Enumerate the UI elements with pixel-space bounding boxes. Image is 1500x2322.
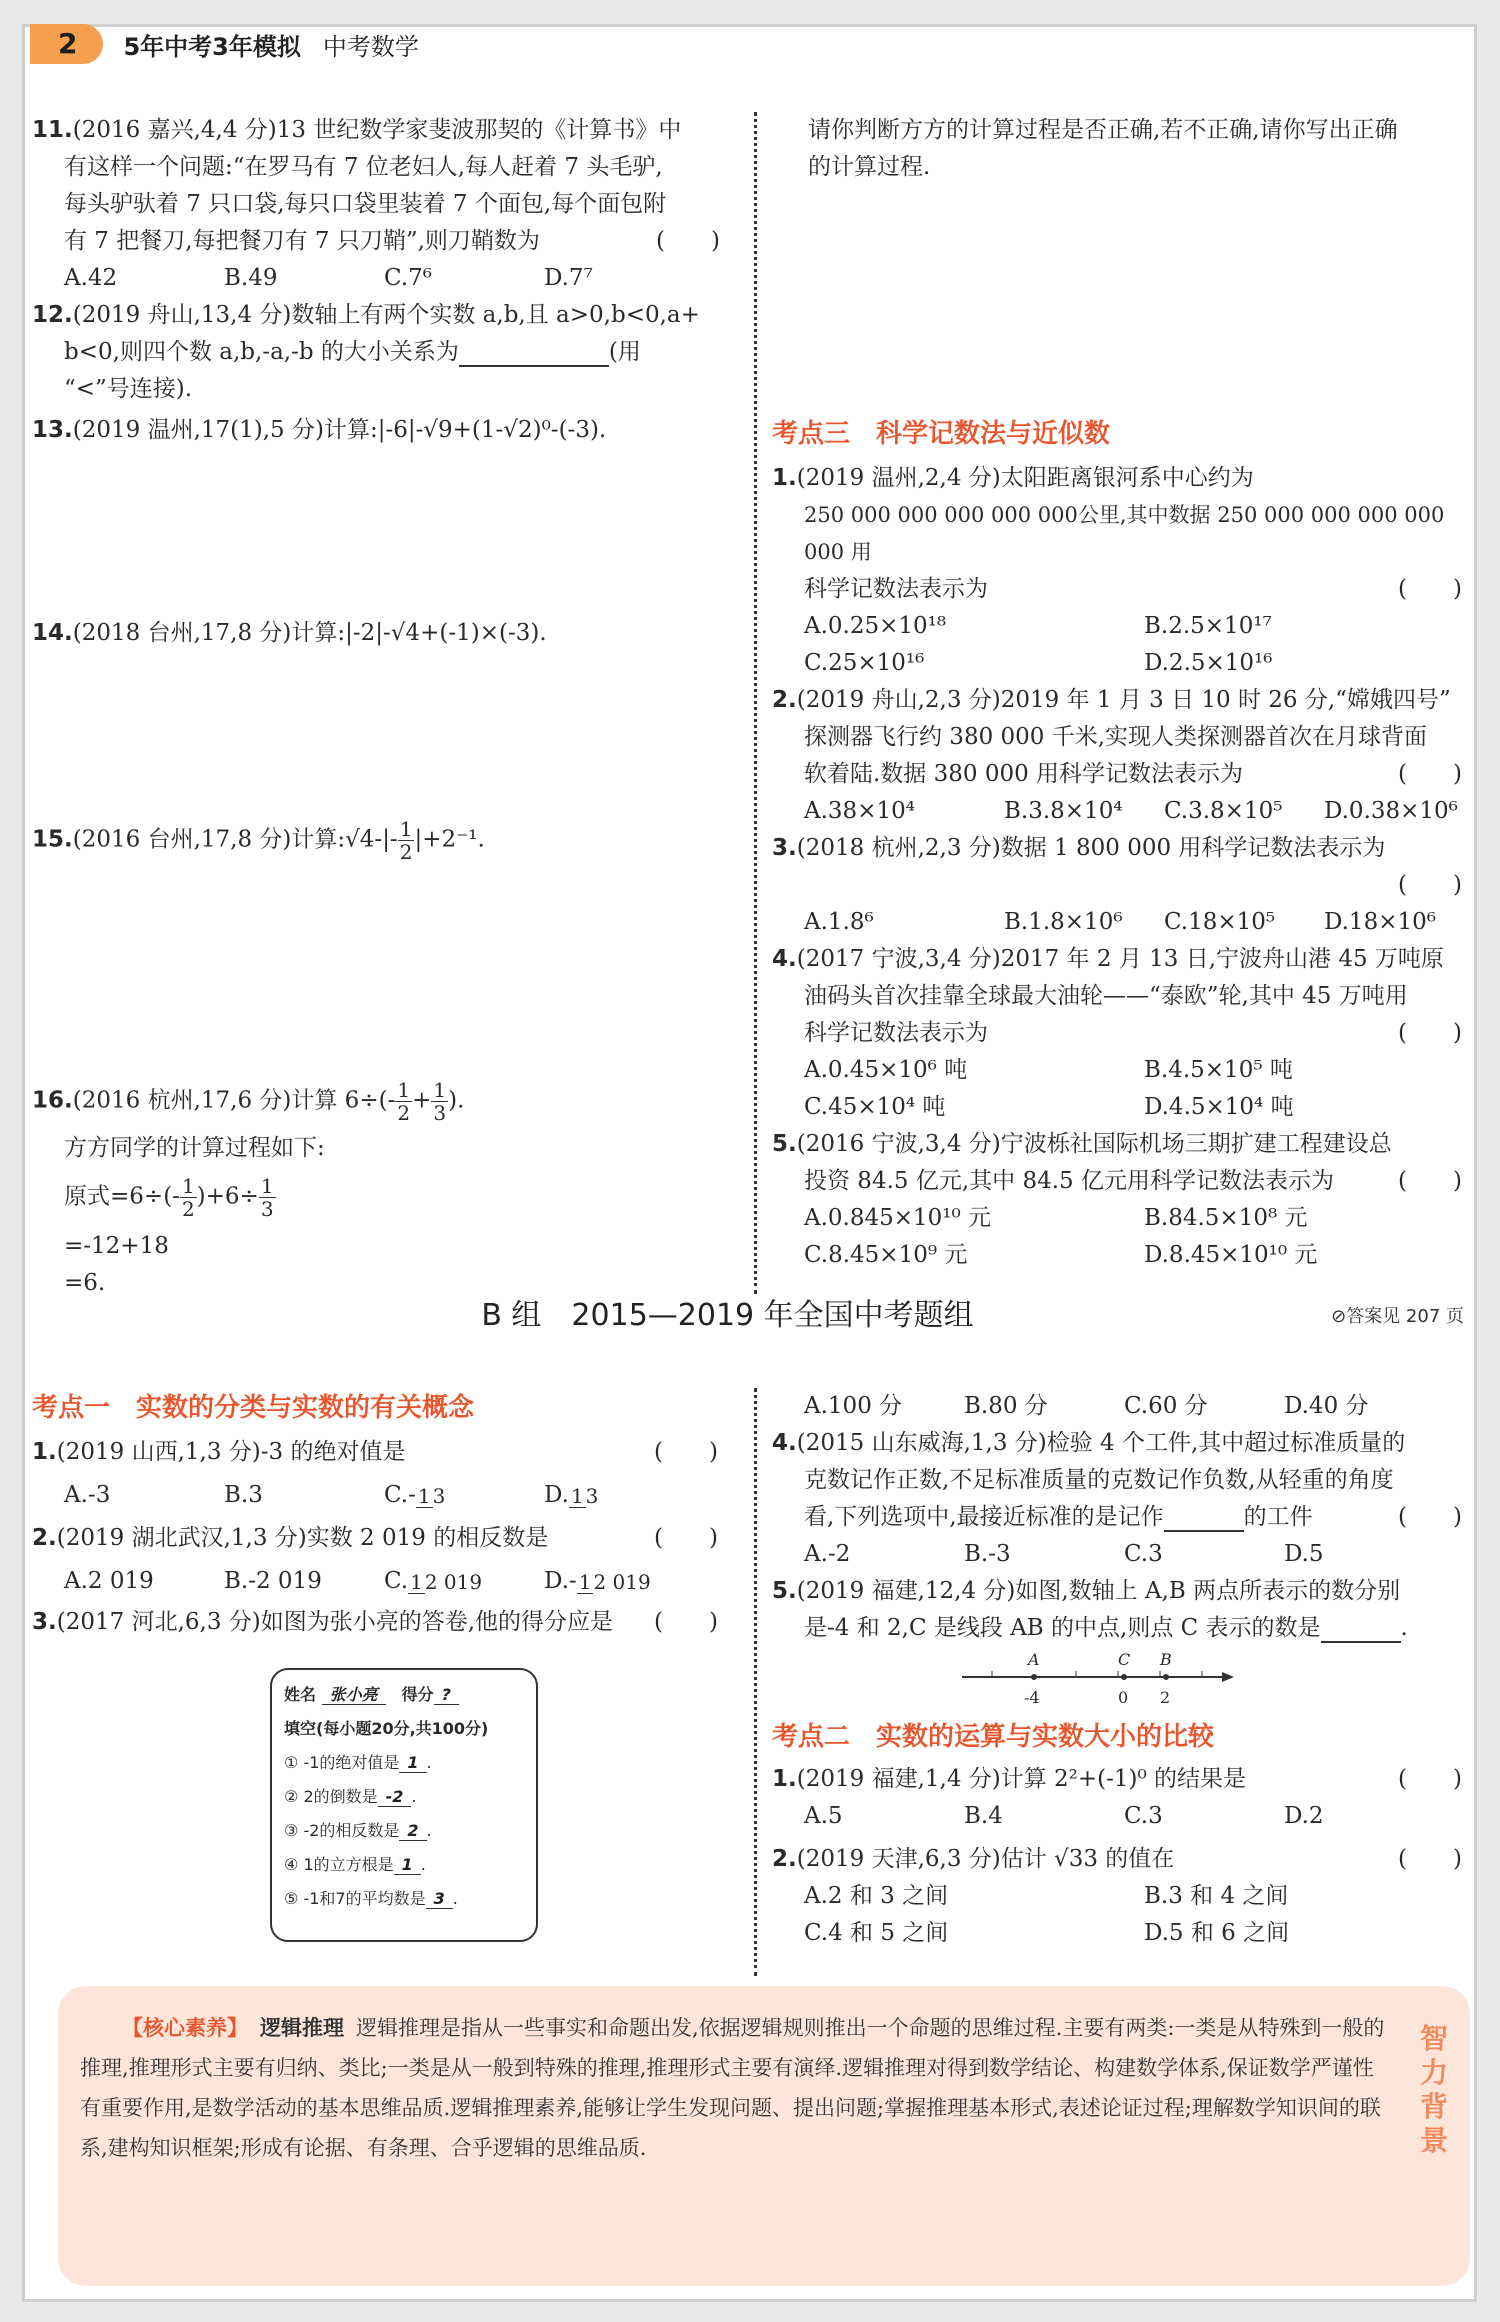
question-number: 16. <box>32 1087 73 1114</box>
core-literacy-box <box>58 1986 1470 2286</box>
question-number: 13. <box>32 417 73 443</box>
page-header <box>30 24 419 64</box>
question-b2: 2.(2019 湖北武汉,1,3 分)实数 2 019 的相反数是 ( ) A.2 019 B.-2 019 C. 1 2 019 D.- 1 2 019 <box>32 1520 730 1600</box>
tick-label: 2 <box>1160 1688 1171 1707</box>
student-name: 张小亮 <box>322 1685 386 1705</box>
core-text: 逻辑推理是指从一些事实和命题出发,依据逻辑规则推出一个命题的思维过程.主要有两类:一类是从特殊到一般的推理,推理形式主要有归纳、类比;一类是从一般到特殊的推理,推理形式主要有演绎.逻辑推理对得到数学结论、构建数学体系,保证数学严谨性有重要作用,是数学活动的基本思维品质.逻辑推理素养,能够让学生发现问题、提出问题;掌握推理基本形式,表述论证过程;理解数学知识间的联系,建构知识框架;形成有论据、有条理、合乎逻辑的思维品质. <box>80 2016 1385 2160</box>
question-c1: 1.(2019 福建,1,4 分)计算 2²+(-1)⁰ 的结果是 ( ) A.5 B.4 C.3 D.2 <box>772 1761 1462 1835</box>
answer-paren: ( ) <box>1398 1020 1462 1046</box>
point-b-label: B <box>1160 1650 1172 1669</box>
question-r5: 5.(2016 宁波,3,4 分)宁波栎社国际机场三期扩建工程建设总 投资 84.5 亿元,其中 84.5 亿元用科学记数法表示为 ( ) A.0.845×10¹⁰ 元 B.84.5×10⁸ 元 C.8.45×10⁹ 元 D.8.45×10¹⁰ 元 <box>772 1131 1462 1268</box>
book-subject: 中考数学 <box>322 32 419 61</box>
left-column-top <box>32 112 730 1302</box>
answer-blank <box>1164 1504 1244 1532</box>
core-tag: 【核心素养】 <box>122 2016 248 2040</box>
point-c-label: C <box>1118 1650 1131 1669</box>
core-keyword: 逻辑推理 <box>260 2016 344 2040</box>
right-column-bottom <box>772 1388 1462 1952</box>
left-column-bottom <box>32 1388 730 1641</box>
answer-blank <box>1321 1615 1401 1643</box>
answer-paren: ( ) <box>654 1525 718 1551</box>
answer-paren: ( ) <box>1398 1766 1462 1792</box>
column-divider-top <box>754 112 757 1294</box>
book-title: 5年中考3年模拟 <box>123 32 301 61</box>
answer-paren: ( ) <box>654 1439 718 1465</box>
number-line <box>772 1647 1462 1711</box>
question-number: 12. <box>32 302 73 328</box>
answer-paren: ( ) <box>1398 1168 1462 1194</box>
answer-blank <box>459 339 609 367</box>
question-number: 15. <box>32 826 73 853</box>
question-11: 11.(2016 嘉兴,4,4 分)13 世纪数学家斐波那契的《计算书》中 有这样一个问题:“在罗马有 7 位老妇人,每人赶着 7 头毛驴, 每头驴驮着 7 只口袋,每只口袋里装着 7 个面包,每个面包附 有 7 把餐刀,每把餐刀有 7 只刀鞘”,则刀鞘数为 ( ) A.42 B.49 C.7⁶ D.7⁷ <box>32 112 730 297</box>
question-b1: 1.(2019 山西,1,3 分)-3 的绝对值是 ( ) A.-3 B.3 C.- 1 3 D. 1 3 <box>32 1434 730 1514</box>
question-15: 15.(2016 台州,17,8 分)计算:√4-|- $\frac{1}{2}$ |+2⁻¹. <box>32 817 485 864</box>
column-divider-bottom <box>754 1388 757 1976</box>
question-12: 12.(2019 舟山,13,4 分)数轴上有两个实数 a,b,且 a>0,b<0,a+ b<0,则四个数 a,b,-a,-b 的大小关系为 (用 “<”号连接). <box>32 302 700 402</box>
exam-item: ⑤ -1和7的平均数是 3 . <box>284 1889 458 1908</box>
section-heading-1: 考点一 实数的分类与实数的有关概念 <box>32 1393 475 1423</box>
exam-item: ② 2的倒数是 -2 . <box>284 1787 417 1806</box>
question-r3: 3.(2018 杭州,2,3 分)数据 1 800 000 用科学记数法表示为 ( ) A.1.8⁶ B.1.8×10⁶ C.18×10⁵ D.18×10⁶ <box>772 835 1462 935</box>
answer-paren: ( ) <box>656 228 720 254</box>
right-column-top: 请你判断方方的计算过程是否正确,若不正确,请你写出正确 的计算过程. 考点三 科学记数法与近似数 1.(2019 温州,2,4 分)太阳距离银河系中心约为 250 000 000 000 000 000公里,其中数据 250 000 000 000 000 000 用 科学记数法表示为 ( ) A.0.25×10¹⁸ B.2.5×10¹⁷ C.25×10¹⁶ D.2.5×10¹⁶ 2.(2019 舟山,2,3 分)2019 年 1 月 3 日 10 时 26 分,“嫦娥四号” 探测器飞行约 380 000 千米,实现人类探测器首次在月球背面 软着陆.数据 380 000 用科学记数法表示为 ( ) A.38×10⁴ B.3.8×10⁴ C.3.8×10⁵ D.0.38×10⁶ 3.(2018 杭州,2,3 分)数据 1 800 000 用科学记数法表示为 ( ) A.1.8⁶ B.1.8×10⁶ C.18×10⁵ D.18×10⁶ 4.(2017 宁波,3,4 分)2017 年 2 月 13 日,宁波舟山港 45 万吨原 油码头首次挂靠全球最大油轮——“泰欧”轮,其中 45 万吨用 科学记数法表示为 ( ) A.0.45×10⁶ 吨 B.4.5×10⁵ 吨 C.45×10⁴ 吨 D.4.5×10⁴ 吨 5.(2016 宁波,3,4 分)宁波栎社国际机场三期扩建工程建设总 投资 84.5 亿元,其中 84.5 亿元用科学记数法表示为 ( ) A.0.845×10¹⁰ 元 B.84.5×10⁸ 元 C.8.45×10⁹ 元 D.8.45×10¹⁰ 元 <box>772 112 1462 1274</box>
question-16: 16.(2016 杭州,17,6 分)计算 6÷(- $\frac{1}{2}$ + $\frac{1}{3}$ ). 方方同学的计算过程如下: 原式=6÷(- $\frac{1}{2}$ )+6÷ $\frac{1}{3}$ =-12+18 =6. <box>32 1078 465 1296</box>
exam-item: ③ -2的相反数是 2 . <box>284 1821 432 1840</box>
answer-paren: ( ) <box>654 1609 718 1635</box>
tick-label: 0 <box>1118 1688 1129 1707</box>
score-value: ? <box>434 1685 459 1705</box>
question-b4: 4.(2015 山东威海,1,3 分)检验 4 个工件,其中超过标准质量的 克数记作正数,不足标准质量的克数记作负数,从轻重的角度 看,下列选项中,最接近标准的是记作 的工件 ( ) A.-2 B.-3 C.3 D.5 <box>772 1430 1462 1567</box>
answer-paren: ( ) <box>1398 576 1462 602</box>
question-r4: 4.(2017 宁波,3,4 分)2017 年 2 月 13 日,宁波舟山港 45 万吨原 油码头首次挂靠全球最大油轮——“泰欧”轮,其中 45 万吨用 科学记数法表示为 ( ) A.0.45×10⁶ 吨 B.4.5×10⁵ 吨 C.45×10⁴ 吨 D.4.5×10⁴ 吨 <box>772 946 1462 1120</box>
exam-item: ④ 1的立方根是 1 . <box>284 1855 426 1874</box>
section-heading-2: 考点二 实数的运算与实数大小的比较 <box>772 1722 1215 1752</box>
options-q3: A.100 分 B.80 分 C.60 分 D.40 分 <box>804 1393 1369 1419</box>
point-a-label: A <box>1028 1650 1040 1669</box>
side-label: 智 力 背 景 <box>1419 2022 1448 2157</box>
question-r1: 1.(2019 温州,2,4 分)太阳距离银河系中心约为 250 000 000 000 000 000公里,其中数据 250 000 000 000 000 000 用 科学记数法表示为 ( ) A.0.25×10¹⁸ B.2.5×10¹⁷ C.25×10¹⁶ D.2.5×10¹⁶ <box>772 465 1462 676</box>
group-b-title: B 组 2015—2019 年全国中考题组 <box>481 1298 974 1333</box>
question-14: 14.(2018 台州,17,8 分)计算:|-2|-√4+(-1)×(-3). <box>32 620 547 646</box>
question-13: 13.(2019 温州,17(1),5 分)计算:|-6|-√9+(1-√2)⁰-(-3). <box>32 417 607 443</box>
answer-paren: ( ) <box>1398 872 1462 898</box>
answer-paren: ( ) <box>1398 1504 1462 1530</box>
exam-item: ① -1的绝对值是 1 . <box>284 1753 432 1772</box>
question-number: 11. <box>32 117 73 143</box>
question-c2: 2.(2019 天津,6,3 分)估计 √33 的值在 ( ) A.2 和 3 之间 B.3 和 4 之间 C.4 和 5 之间 D.5 和 6 之间 <box>772 1841 1462 1952</box>
number-line-figure <box>772 1647 1462 1711</box>
answer-paren: ( ) <box>1398 761 1462 787</box>
section-heading-3: 考点三 科学记数法与近似数 <box>772 419 1111 449</box>
answer-reference: ⊘答案见 207 页 <box>1331 1306 1464 1327</box>
question-number: 14. <box>32 620 73 646</box>
tick-label: -4 <box>1024 1688 1040 1707</box>
question-b3: 3.(2017 河北,6,3 分)如图为张小亮的答卷,他的得分应是 ( ) <box>32 1604 730 1641</box>
page-number: 2 <box>30 24 103 64</box>
fraction: $\frac{1}{2}$ <box>399 817 413 864</box>
question-b5: 5.(2019 福建,12,4 分)如图,数轴上 A,B 两点所表示的数分别 是-4 和 2,C 是线段 AB 的中点,则点 C 表示的数是 . <box>772 1578 1408 1641</box>
exam-paper-figure: 姓名 张小亮 得分 ? 填空(每小题20分,共100分) ① -1的绝对值是 1 . ② 2的倒数是 -2 . ③ -2的相反数是 2 . ④ 1的立方根是 1 . ⑤ -1和7的平均数是 3 . <box>270 1668 538 1942</box>
question-r2: 2.(2019 舟山,2,3 分)2019 年 1 月 3 日 10 时 26 分,“嫦娥四号” 探测器飞行约 380 000 千米,实现人类探测器首次在月球背面 软着陆.数据 380 000 用科学记数法表示为 ( ) A.38×10⁴ B.3.8×10⁴ C.3.8×10⁵ D.0.38×10⁶ <box>772 687 1462 824</box>
options: A.42 B.49 C.7⁶ D.7⁷ <box>64 265 593 291</box>
answer-paren: ( ) <box>1398 1846 1462 1872</box>
